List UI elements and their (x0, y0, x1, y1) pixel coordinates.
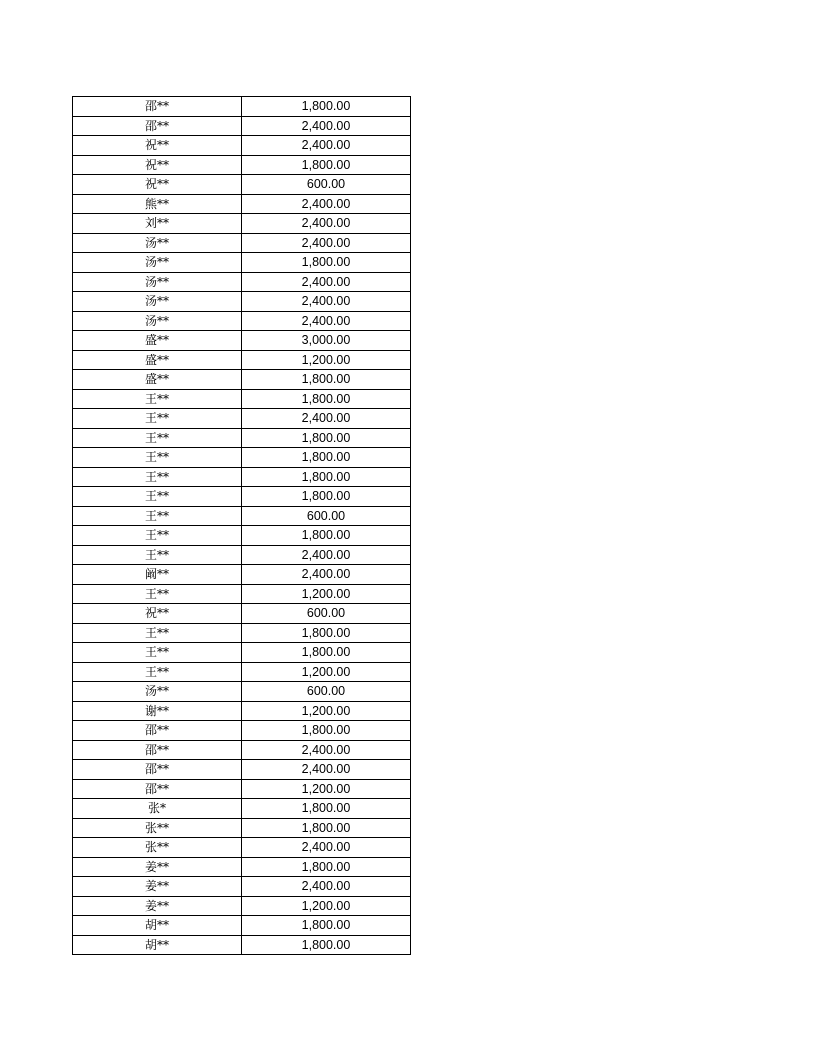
amount-cell: 1,800.00 (301, 918, 351, 932)
table-row (73, 819, 410, 839)
table-row (73, 760, 410, 780)
name-cell: 王** (73, 643, 242, 662)
name-cell: 汤** (73, 273, 242, 292)
table-row (73, 292, 410, 312)
table-row (73, 273, 410, 293)
amount-cell: 2,400.00 (301, 567, 351, 581)
table-row (73, 370, 410, 390)
name-cell: 王** (73, 546, 242, 565)
table-row (73, 234, 410, 254)
amount-cell: 2,400.00 (301, 138, 351, 152)
name-cell: 姜** (73, 897, 242, 916)
table-row (73, 195, 410, 215)
amount-cell: 1,800.00 (301, 820, 351, 835)
name-cell: 王** (73, 585, 242, 604)
table-row (73, 312, 410, 332)
table-row (73, 136, 410, 156)
name-cell: 张** (73, 838, 242, 857)
payment-table (72, 96, 411, 955)
name-cell: 汤** (73, 682, 242, 701)
table-row (73, 858, 410, 878)
amount-cell: 1,800.00 (301, 645, 351, 659)
amount-cell: 2,400.00 (301, 196, 351, 211)
name-cell: 王** (73, 429, 242, 448)
amount-cell: 1,800.00 (301, 469, 351, 484)
table-row (73, 351, 410, 371)
amount-cell: 2,400.00 (301, 742, 351, 757)
amount-cell: 600.00 (306, 508, 346, 523)
amount-cell: 1,800.00 (301, 255, 351, 269)
amount-cell: 1,800.00 (301, 430, 351, 445)
table-row (73, 624, 410, 644)
amount-cell: 1,200.00 (301, 703, 351, 718)
table-row (73, 390, 410, 410)
table-row (73, 663, 410, 683)
name-cell: 张* (73, 799, 242, 818)
amount-cell: 2,400.00 (301, 216, 351, 230)
name-cell: 汤** (73, 312, 242, 331)
table-row (73, 682, 410, 702)
table-row (73, 780, 410, 800)
name-cell: 汤** (73, 234, 242, 253)
amount-cell: 2,400.00 (301, 235, 351, 250)
amount-cell: 1,800.00 (301, 859, 351, 874)
name-cell: 汤** (73, 292, 242, 311)
amount-cell: 2,400.00 (301, 762, 351, 776)
amount-cell: 1,800.00 (301, 450, 351, 464)
amount-cell: 2,400.00 (301, 313, 351, 328)
name-cell: 邵** (73, 760, 242, 779)
name-cell: 邵** (73, 780, 242, 799)
table-row (73, 741, 410, 761)
table-row (73, 409, 410, 429)
name-cell: 姜** (73, 877, 242, 896)
name-cell: 王** (73, 507, 242, 526)
table-row (73, 448, 410, 468)
name-cell: 王** (73, 448, 242, 467)
amount-cell: 1,800.00 (301, 528, 351, 542)
table-row (73, 97, 410, 117)
name-cell: 王** (73, 487, 242, 506)
table-row (73, 936, 410, 956)
table-row (73, 526, 410, 546)
amount-cell: 2,400.00 (301, 294, 351, 308)
name-cell: 祝** (73, 136, 242, 155)
table-row (73, 702, 410, 722)
table-row (73, 487, 410, 507)
amount-cell: 1,200.00 (301, 898, 351, 913)
amount-cell: 2,400.00 (301, 274, 351, 289)
table-row (73, 253, 410, 273)
amount-cell: 1,800.00 (301, 157, 351, 172)
amount-cell: 1,800.00 (301, 99, 351, 113)
amount-cell: 2,400.00 (301, 118, 351, 133)
table-row (73, 877, 410, 897)
name-cell: 胡** (73, 916, 242, 935)
name-cell: 王** (73, 390, 242, 409)
amount-cell: 1,800.00 (301, 391, 351, 406)
table-row (73, 331, 410, 351)
amount-cell: 1,800.00 (301, 801, 351, 815)
name-cell: 邵** (73, 721, 242, 740)
name-cell: 盛** (73, 351, 242, 370)
table-row (73, 643, 410, 663)
table-row (73, 838, 410, 858)
amount-cell: 600.00 (306, 684, 346, 698)
name-cell: 刘** (73, 214, 242, 233)
name-cell: 王** (73, 468, 242, 487)
amount-cell: 1,200.00 (301, 781, 351, 796)
name-cell: 张** (73, 819, 242, 838)
table-row (73, 156, 410, 176)
amount-cell: 1,800.00 (301, 937, 351, 952)
table-row (73, 117, 410, 137)
table-row (73, 604, 410, 624)
name-cell: 王** (73, 409, 242, 428)
name-cell: 汤** (73, 253, 242, 272)
name-cell: 祝** (73, 604, 242, 623)
amount-cell: 600.00 (306, 177, 346, 191)
amount-cell: 1,800.00 (301, 489, 351, 503)
name-cell: 阚** (73, 565, 242, 584)
amount-cell: 2,400.00 (301, 840, 351, 854)
table-row (73, 429, 410, 449)
table-row (73, 916, 410, 936)
name-cell: 胡** (73, 936, 242, 955)
amount-cell: 2,400.00 (301, 547, 351, 562)
amount-cell: 1,800.00 (301, 372, 351, 386)
table-row (73, 897, 410, 917)
amount-cell: 3,000.00 (301, 333, 351, 347)
table-row (73, 546, 410, 566)
table-row (73, 175, 410, 195)
name-cell: 邵** (73, 117, 242, 136)
table-row (73, 721, 410, 741)
name-cell: 王** (73, 624, 242, 643)
table-row (73, 585, 410, 605)
name-cell: 邵** (73, 741, 242, 760)
table-row (73, 214, 410, 234)
table-row (73, 799, 410, 819)
amount-cell: 2,400.00 (301, 879, 351, 893)
name-cell: 王** (73, 526, 242, 545)
amount-cell: 1,800.00 (301, 723, 351, 737)
name-cell: 祝** (73, 175, 242, 194)
amount-cell: 1,800.00 (301, 625, 351, 640)
table-row (73, 507, 410, 527)
name-cell: 盛** (73, 370, 242, 389)
amount-cell: 1,200.00 (301, 664, 351, 679)
amount-cell: 2,400.00 (301, 411, 351, 425)
name-cell: 谢** (73, 702, 242, 721)
name-cell: 盛** (73, 331, 242, 350)
name-cell: 姜** (73, 858, 242, 877)
amount-cell: 600.00 (306, 606, 346, 620)
amount-cell: 1,200.00 (301, 352, 351, 367)
amount-cell: 1,200.00 (301, 586, 351, 601)
name-cell: 王** (73, 663, 242, 682)
table-row (73, 565, 410, 585)
table-row (73, 468, 410, 488)
name-cell: 熊** (73, 195, 242, 214)
name-cell: 邵** (73, 97, 242, 116)
name-cell: 祝** (73, 156, 242, 175)
